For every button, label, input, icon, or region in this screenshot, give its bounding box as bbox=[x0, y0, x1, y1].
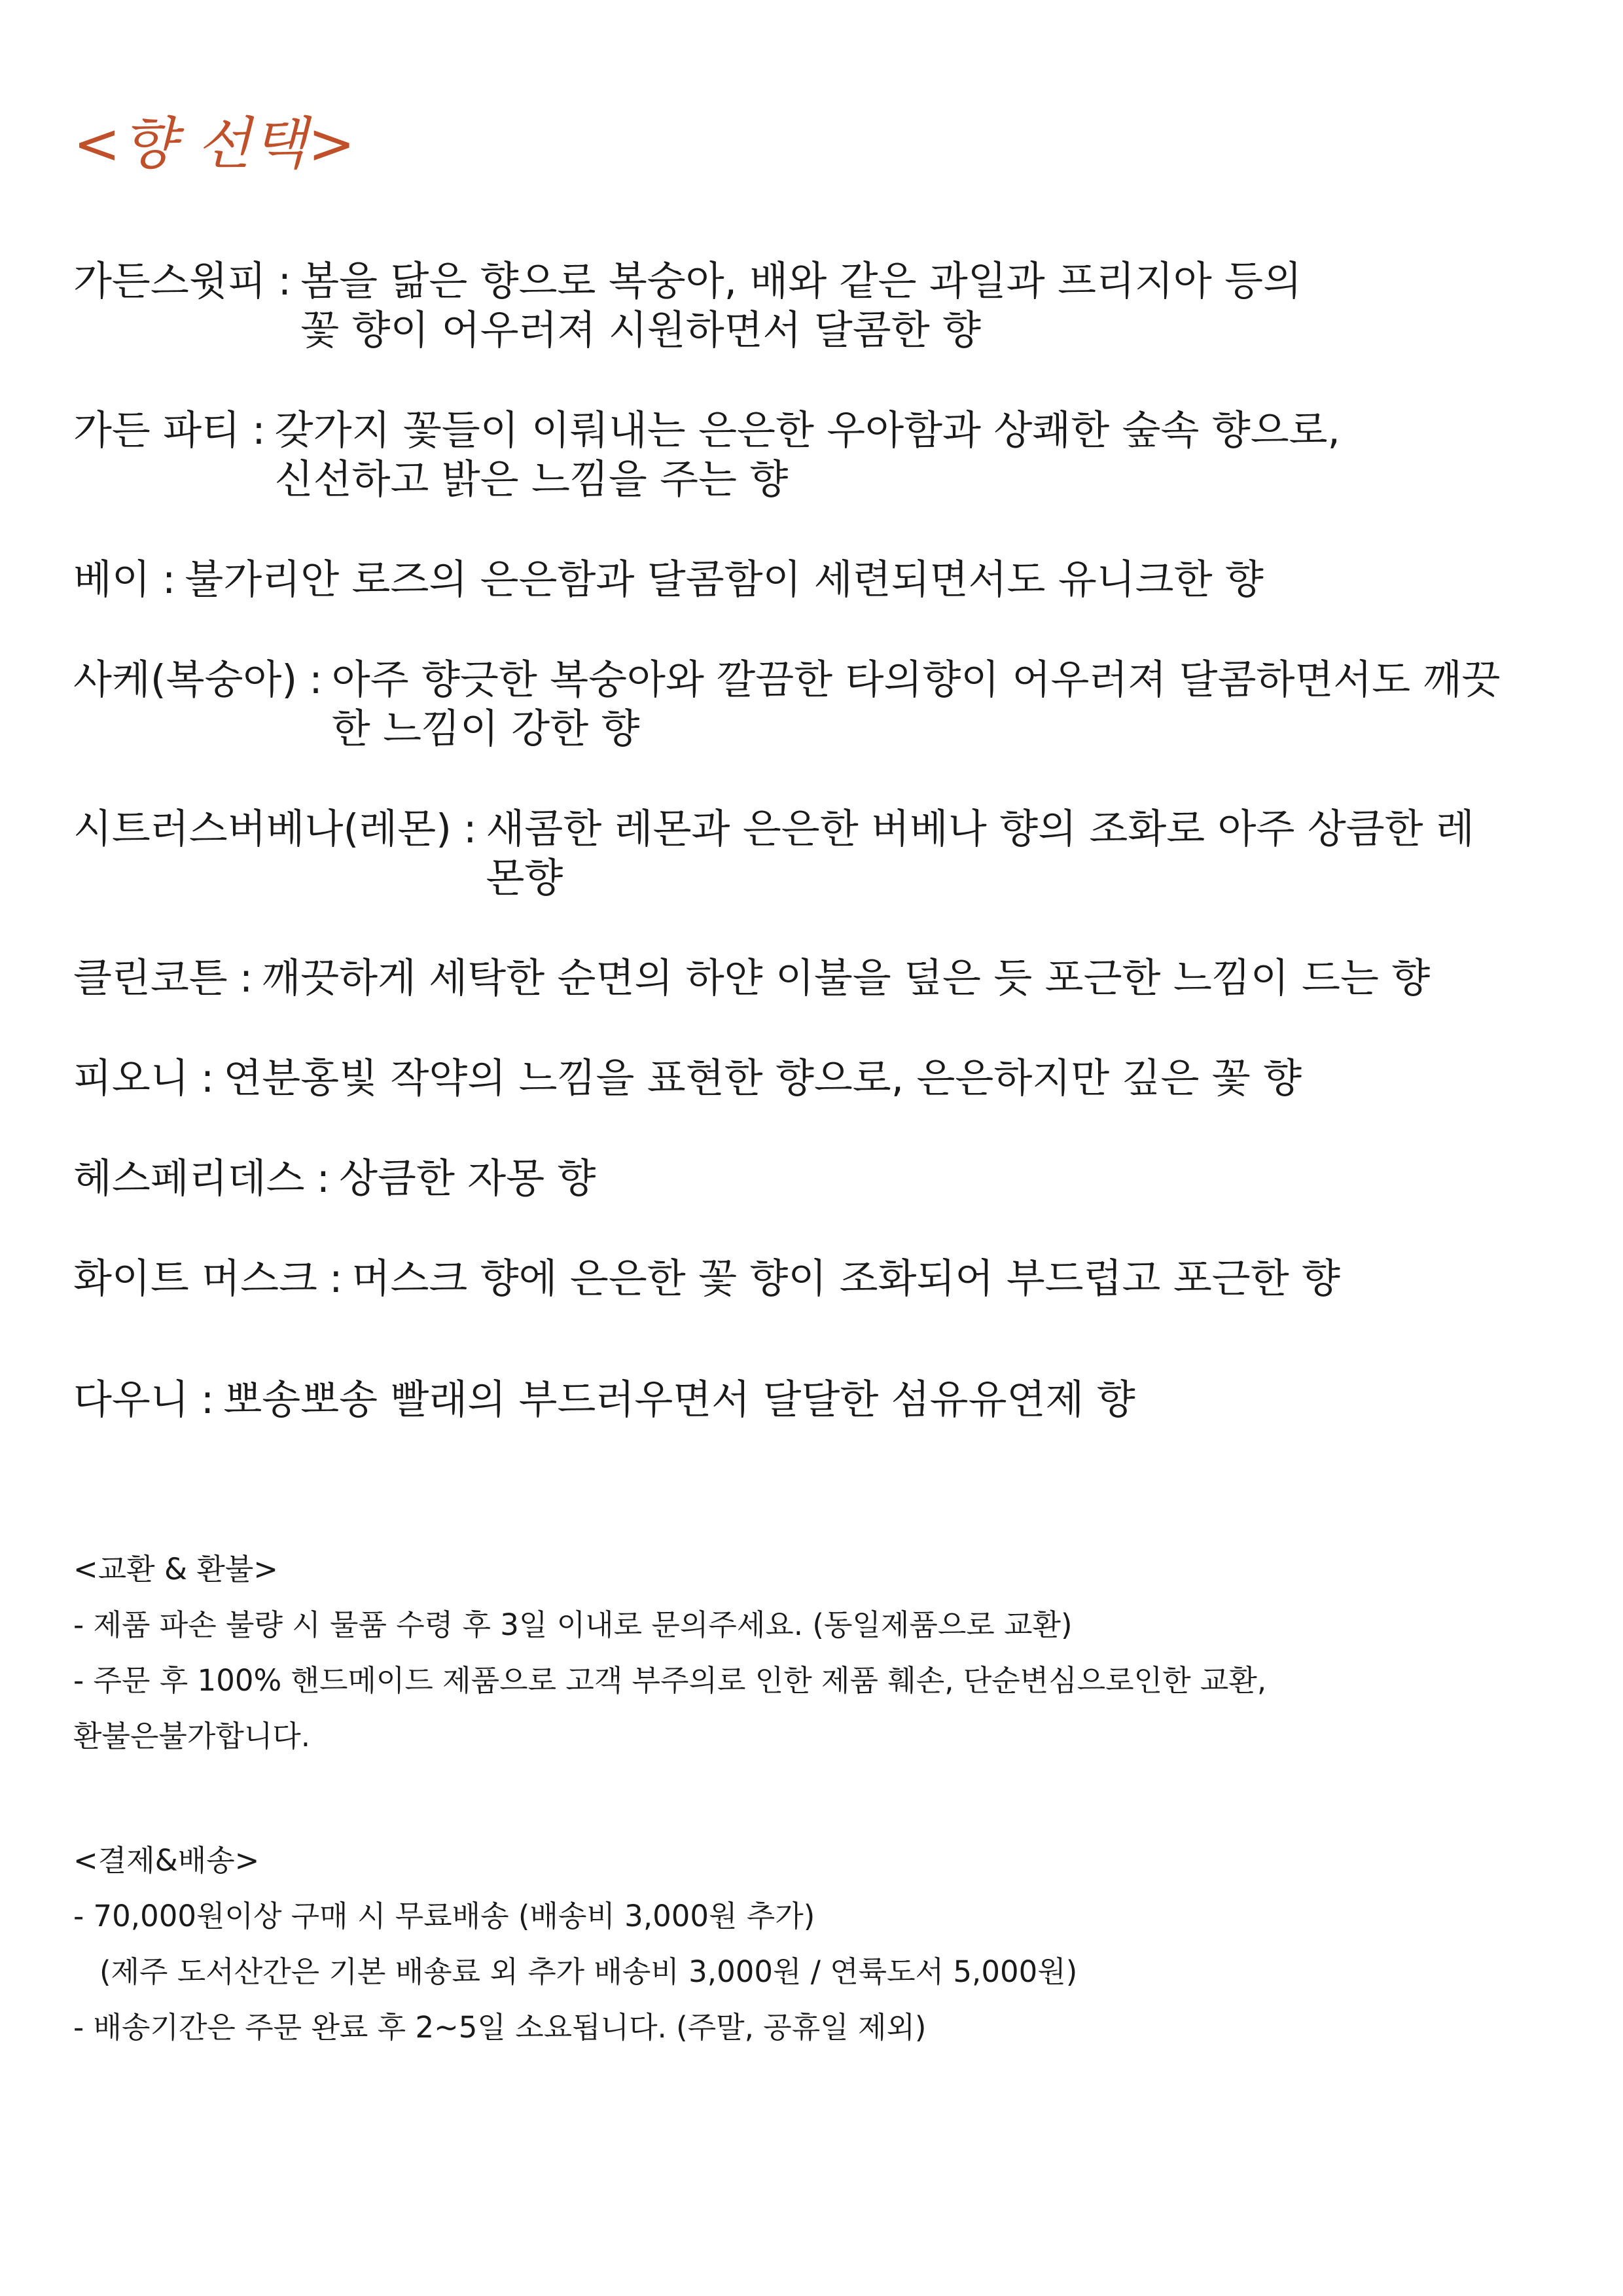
scent-item bbox=[73, 655, 1578, 753]
scent-name: 시트러스버베나(레몬) : bbox=[73, 806, 477, 852]
scent-description: 아주 향긋한 복숭아와 깔끔한 타의향이 어우러져 달콤하면서도 깨끗한 느낌이 강한 향 bbox=[331, 656, 1501, 752]
exchange-line: - 주문 후 100% 핸드메이드 제품으로 고객 부주의로 인한 제품 훼손, 단순변심으로인한 교환, bbox=[73, 1663, 1267, 1698]
exchange-line: 환불은불가합니다. bbox=[73, 1719, 311, 1753]
page-title: <향 선택> bbox=[73, 111, 357, 177]
scent-item bbox=[73, 954, 1578, 1003]
scent-item bbox=[73, 1375, 1578, 1424]
exchange-line: - 제품 파손 불량 시 물품 수령 후 3일 이내로 문의주세요. (동일제품으로 교환) bbox=[73, 1607, 1073, 1642]
scent-description: 머스크 향에 은은한 꽃 향이 조화되어 부드럽고 포근한 향 bbox=[351, 1255, 1340, 1302]
scent-item bbox=[73, 257, 1578, 355]
scent-description: 뽀송뽀송 빨래의 부드러우면서 달달한 섬유유연제 향 bbox=[223, 1376, 1135, 1423]
payment-heading: <결제&배송> bbox=[73, 1843, 260, 1878]
scent-name: 사케(복숭아) : bbox=[73, 656, 323, 703]
payment-line: - 70,000원이상 구매 시 무료배송 (배송비 3,000원 추가) bbox=[73, 1899, 815, 1933]
scent-description: 봄을 닮은 향으로 복숭아, 배와 같은 과일과 프리지아 등의 꽃 향이 어우러져 시원하면서 달콤한 향 bbox=[300, 258, 1302, 353]
scent-name: 베이 : bbox=[73, 556, 176, 603]
scent-name: 피오니 : bbox=[73, 1055, 215, 1102]
scent-item bbox=[73, 1154, 1578, 1203]
scent-item bbox=[73, 555, 1578, 604]
scent-description: 깨끗하게 세탁한 순면의 하얀 이불을 덮은 듯 포근한 느낌이 드는 향 bbox=[262, 955, 1431, 1001]
payment-shipping-section bbox=[73, 1833, 1578, 2055]
scent-name: 클린코튼 : bbox=[73, 955, 253, 1001]
scent-item bbox=[73, 1254, 1578, 1303]
scent-description: 갖가지 꽃들이 이뤄내는 은은한 우아함과 상쾌한 숲속 향으로, 신선하고 밝은 느낌을 주는 향 bbox=[274, 407, 1340, 503]
scent-name: 화이트 머스크 : bbox=[73, 1255, 343, 1302]
exchange-heading: <교환 & 환불> bbox=[73, 1552, 278, 1587]
scent-list bbox=[73, 257, 1578, 1475]
scent-description: 연분홍빛 작약의 느낌을 표현한 향으로, 은은하지만 깊은 꽃 향 bbox=[223, 1055, 1302, 1102]
scent-name: 다우니 : bbox=[73, 1376, 215, 1423]
scent-name: 가든 파티 : bbox=[73, 407, 266, 454]
scent-item bbox=[73, 1054, 1578, 1103]
scent-name: 헤스페리데스 : bbox=[73, 1155, 330, 1202]
scent-item bbox=[73, 406, 1578, 504]
scent-description: 불가리안 로즈의 은은함과 달콤함이 세련되면서도 유니크한 향 bbox=[185, 556, 1264, 603]
scent-item bbox=[73, 804, 1578, 903]
exchange-refund-section bbox=[73, 1541, 1578, 1764]
payment-line: - 배송기간은 주문 완료 후 2~5일 소요됩니다. (주말, 공휴일 제외) bbox=[73, 2010, 927, 2045]
payment-line: (제주 도서산간은 기본 배숑료 외 추가 배송비 3,000원 / 연륙도서 5,000원) bbox=[99, 1954, 1078, 1989]
scent-name: 가든스윗피 : bbox=[73, 258, 292, 304]
scent-description: 상큼한 자몽 향 bbox=[339, 1155, 596, 1202]
scent-description: 새콤한 레몬과 은은한 버베나 향의 조화로 아주 상큼한 레몬향 bbox=[486, 806, 1474, 901]
